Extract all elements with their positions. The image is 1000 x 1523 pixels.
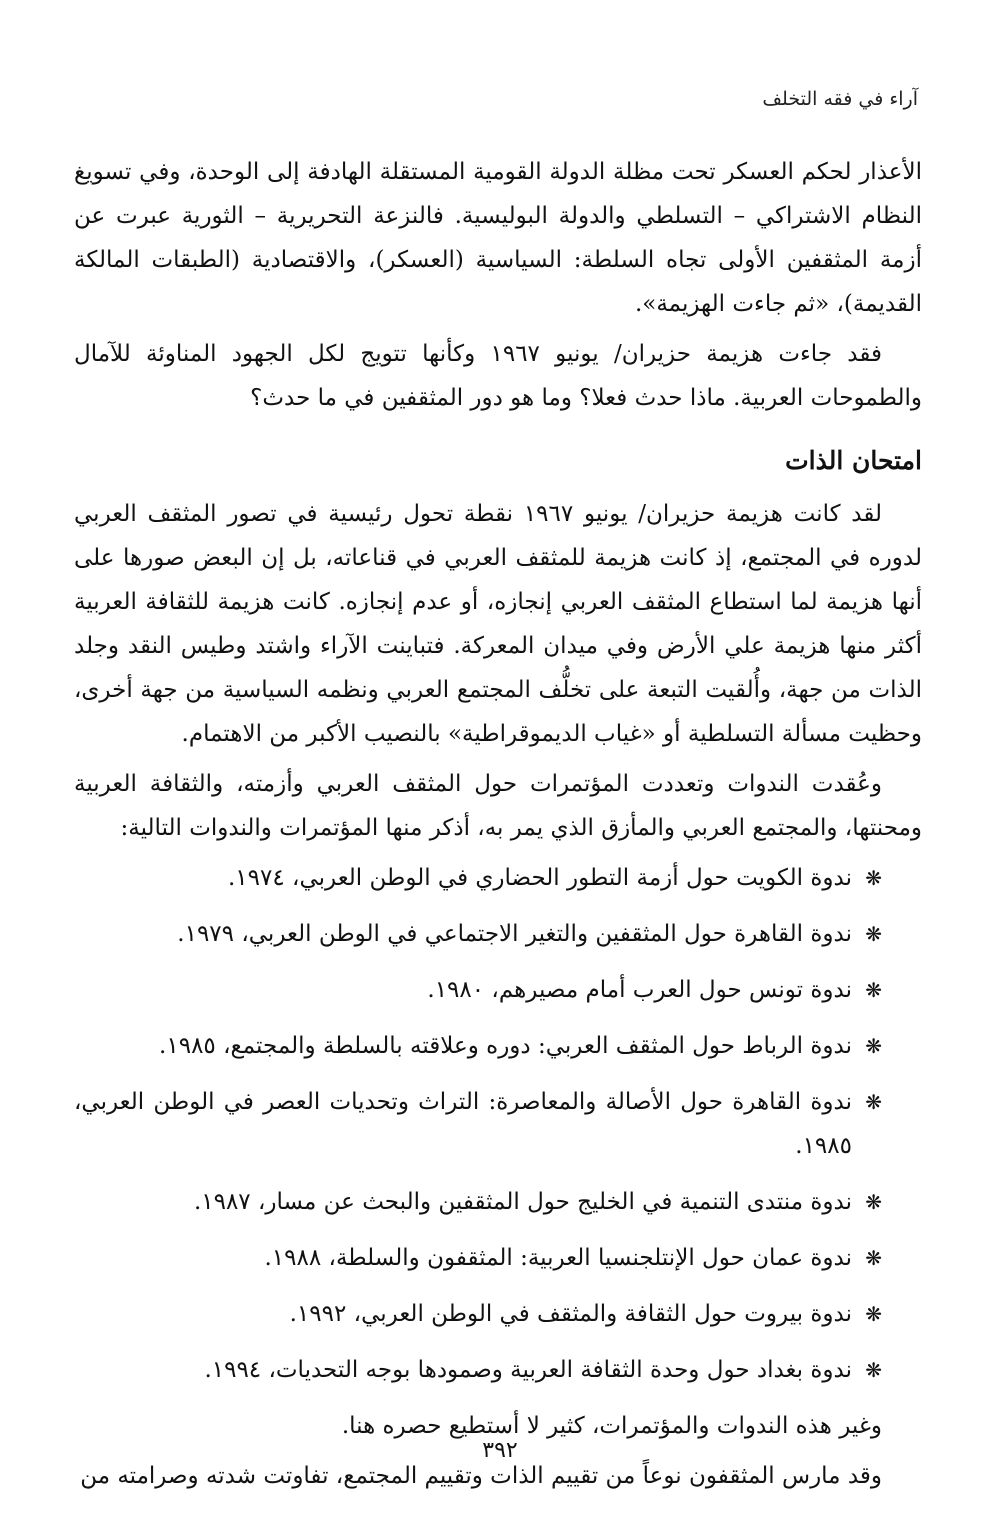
list-item-text: ندوة الكويت حول أزمة التطور الحضاري في الوطن العربي، ١٩٧٤. xyxy=(227,865,852,891)
list-item xyxy=(74,1080,922,1168)
asterisk-bullet-icon: ❋ xyxy=(865,1034,882,1058)
list-item-text: ندوة بغداد حول وحدة الثقافة العربية وصمودها بوجه التحديات، ١٩٩٤. xyxy=(204,1357,852,1383)
list-item xyxy=(74,968,922,1012)
paragraph: وعُقدت الندوات وتعددت المؤتمرات حول المثقف العربي وأزمته، والثقافة العربية ومحنتها، والمجتمع العربي والمأزق الذي يمر به، أذكر منها المؤتمرات والندوات التالية: xyxy=(74,771,922,841)
asterisk-bullet-icon: ❋ xyxy=(865,922,882,946)
asterisk-bullet-icon: ❋ xyxy=(865,1358,882,1382)
list-item-text: ندوة تونس حول العرب أمام مصيرهم، ١٩٨٠. xyxy=(427,977,852,1003)
list-item-text: ندوة الرباط حول المثقف العربي: دوره وعلاقته بالسلطة والمجتمع، ١٩٨٥. xyxy=(159,1033,852,1059)
paragraph: فقد جاءت هزيمة حزيران/ يونيو ١٩٦٧ وكأنها تتويج لكل الجهود المناوئة للآمال والطموحات العربية. ماذا حدث فعلا؟ وما هو دور المثقفين في ما حدث؟ xyxy=(74,341,922,411)
list-item xyxy=(74,1236,922,1280)
asterisk-bullet-icon: ❋ xyxy=(865,1302,882,1326)
paragraph: الأعذار لحكم العسكر تحت مظلة الدولة القومية المستقلة الهادفة إلى الوحدة، وفي تسويغ النظام الاشتراكي – التسلطي والدولة البوليسية. فالنزعة التحريرية – الثورية عبرت عن أزمة المثقفين الأولى تجاه السلطة: السياسية (العسكر)، والاقتصادية (الطبقات المالكة القديمة)، «ثم جاءت الهزيمة». xyxy=(74,159,922,317)
running-header: آراء في فقه التخلف xyxy=(762,88,918,110)
list-item xyxy=(74,1292,922,1336)
list-item-text: ندوة بيروت حول الثقافة والمثقف في الوطن العربي، ١٩٩٢. xyxy=(289,1301,852,1327)
page-number: ٣٩٢ xyxy=(482,1438,518,1463)
page-body xyxy=(74,150,922,1504)
asterisk-bullet-icon: ❋ xyxy=(865,1090,882,1114)
list-item-text: ندوة القاهرة حول المثقفين والتغير الاجتماعي في الوطن العربي، ١٩٧٩. xyxy=(177,921,852,947)
asterisk-bullet-icon: ❋ xyxy=(865,866,882,890)
list-item xyxy=(74,912,922,956)
conference-list xyxy=(74,856,922,1392)
list-item xyxy=(74,1024,922,1068)
asterisk-bullet-icon: ❋ xyxy=(865,1190,882,1214)
list-item xyxy=(74,856,922,900)
list-item-text: ندوة عمان حول الإنتلجنسيا العربية: المثقفون والسلطة، ١٩٨٨. xyxy=(264,1245,852,1271)
paragraph: لقد كانت هزيمة حزيران/ يونيو ١٩٦٧ نقطة تحول رئيسية في تصور المثقف العربي لدوره في المجتمع، إذ كانت هزيمة للمثقف العربي في قناعاته، بل إن البعض صورها على أنها هزيمة لما استطاع المثقف العربي إنجازه، أو عدم إنجازه. كانت هزيمة للثقافة العربية أكثر منها هزيمة علي الأرض وفي ميدان المعركة. فتباينت الآراء واشتد وطيس النقد وجلد الذات من جهة، وأُلقيت التبعة على تخلُّف المجتمع العربي ونظمه السياسية من جهة أخرى، وحظيت مسألة التسلطية أو «غياب الديموقراطية» بالنصيب الأكبر من الاهتمام. xyxy=(74,501,922,747)
list-item-text: ندوة القاهرة حول الأصالة والمعاصرة: التراث وتحديات العصر في الوطن العربي، ١٩٨٥. xyxy=(74,1089,852,1159)
section-heading: امتحان الذات xyxy=(785,446,922,475)
paragraph: وغير هذه الندوات والمؤتمرات، كثير لا أستطيع حصره هنا. xyxy=(341,1413,882,1439)
list-item xyxy=(74,1180,922,1224)
paragraph: وقد مارس المثقفون نوعاً من تقييم الذات وتقييم المجتمع، تفاوتت شدته وصرامته من xyxy=(80,1463,882,1489)
asterisk-bullet-icon: ❋ xyxy=(865,1246,882,1270)
list-item-text: ندوة منتدى التنمية في الخليج حول المثقفين والبحث عن مسار، ١٩٨٧. xyxy=(193,1189,852,1215)
asterisk-bullet-icon: ❋ xyxy=(865,978,882,1002)
list-item xyxy=(74,1348,922,1392)
